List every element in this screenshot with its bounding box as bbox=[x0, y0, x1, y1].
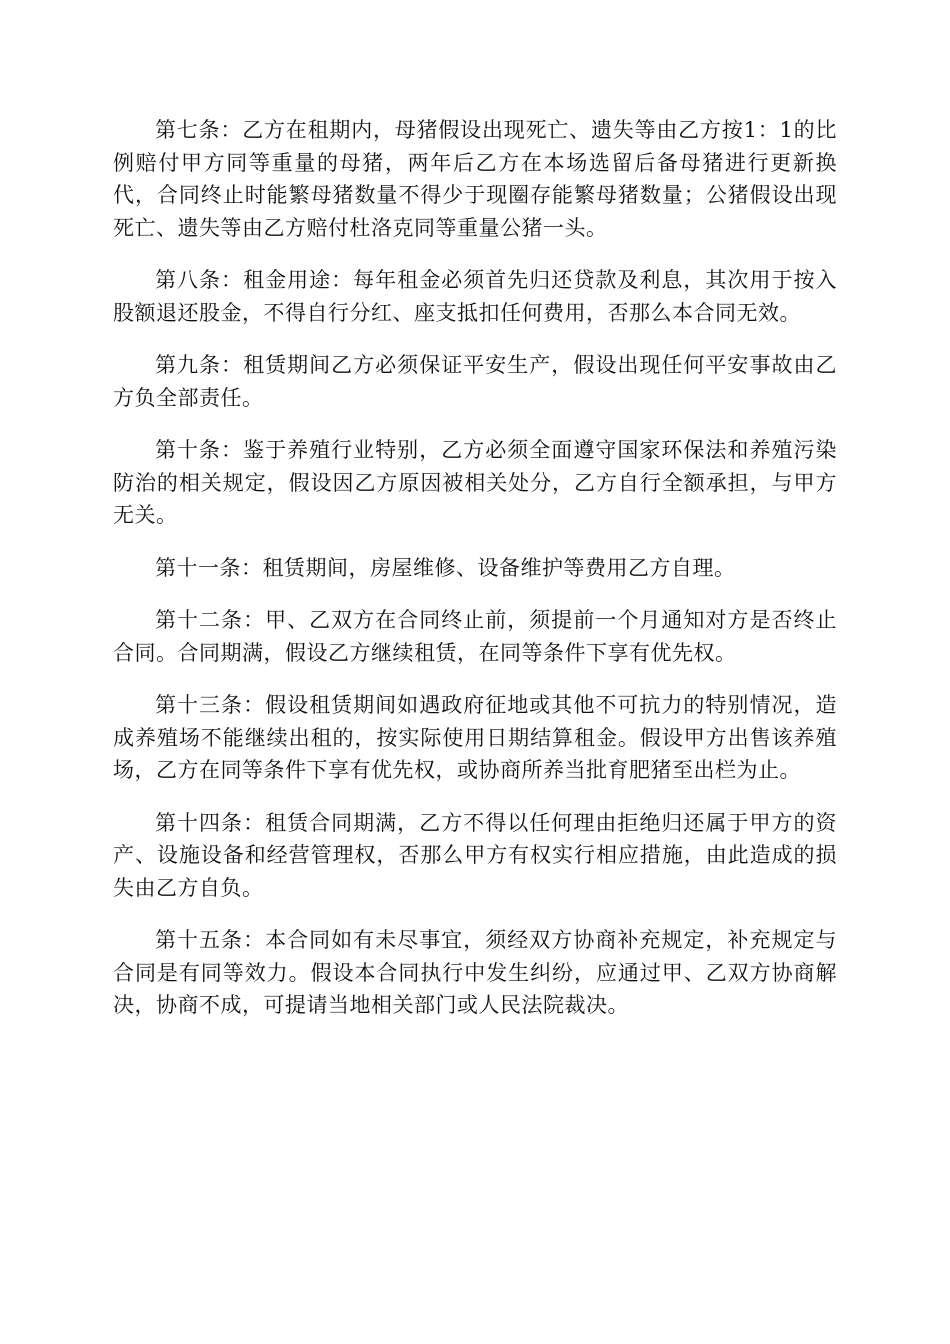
clause-14-paragraph: 第十四条：租赁合同期满，乙方不得以任何理由拒绝归还属于甲方的资产、设施设备和经营管理权，否那么甲方有权实行相应措施，由此造成的损失由乙方自负。 bbox=[113, 810, 837, 900]
clause-13-paragraph: 第十三条：假设租赁期间如遇政府征地或其他不可抗力的特别情况，造成养殖场不能继续出租的，按实际使用日期结算租金。假设甲方出售该养殖场，乙方在同等条件下享有优先权，或协商所养当批育肥猪至出栏为止。 bbox=[113, 693, 837, 782]
document-body bbox=[113, 114, 837, 1042]
clause-7-paragraph: 第七条：乙方在租期内，母猪假设出现死亡、遗失等由乙方按1：1的比例赔付甲方同等重量的母猪，两年后乙方在本场选留后备母猪进行更新换代，合同终止时能繁母猪数量不得少于现圈存能繁母猪数量；公猪假设出现死亡、遗失等由乙方赔付杜洛克同等重量公猪一头。 bbox=[113, 118, 837, 240]
clause-11-paragraph: 第十一条：租赁期间，房屋维修、设备维护等费用乙方自理。 bbox=[155, 555, 736, 580]
clause-10-paragraph: 第十条：鉴于养殖行业特别，乙方必须全面遵守国家环保法和养殖污染防治的相关规定，假设因乙方原因被相关处分，乙方自行全额承担，与甲方无关。 bbox=[113, 438, 837, 527]
clause-9-paragraph: 第九条：租赁期间乙方必须保证平安生产，假设出现任何平安事故由乙方负全部责任。 bbox=[113, 353, 837, 410]
clause-8-paragraph: 第八条：租金用途：每年租金必须首先归还贷款及利息，其次用于按入股额退还股金，不得自行分红、座支抵扣任何费用，否那么本合同无效。 bbox=[113, 268, 837, 325]
clause-15-paragraph: 第十五条：本合同如有未尽事宜，须经双方协商补充规定，补充规定与合同是有同等效力。假设本合同执行中发生纠纷，应通过甲、乙双方协商解决，协商不成，可提请当地相关部门或人民法院裁决。 bbox=[113, 928, 837, 1017]
clause-12-paragraph: 第十二条：甲、乙双方在合同终止前，须提前一个月通知对方是否终止合同。合同期满，假设乙方继续租赁，在同等条件下享有优先权。 bbox=[113, 608, 837, 665]
